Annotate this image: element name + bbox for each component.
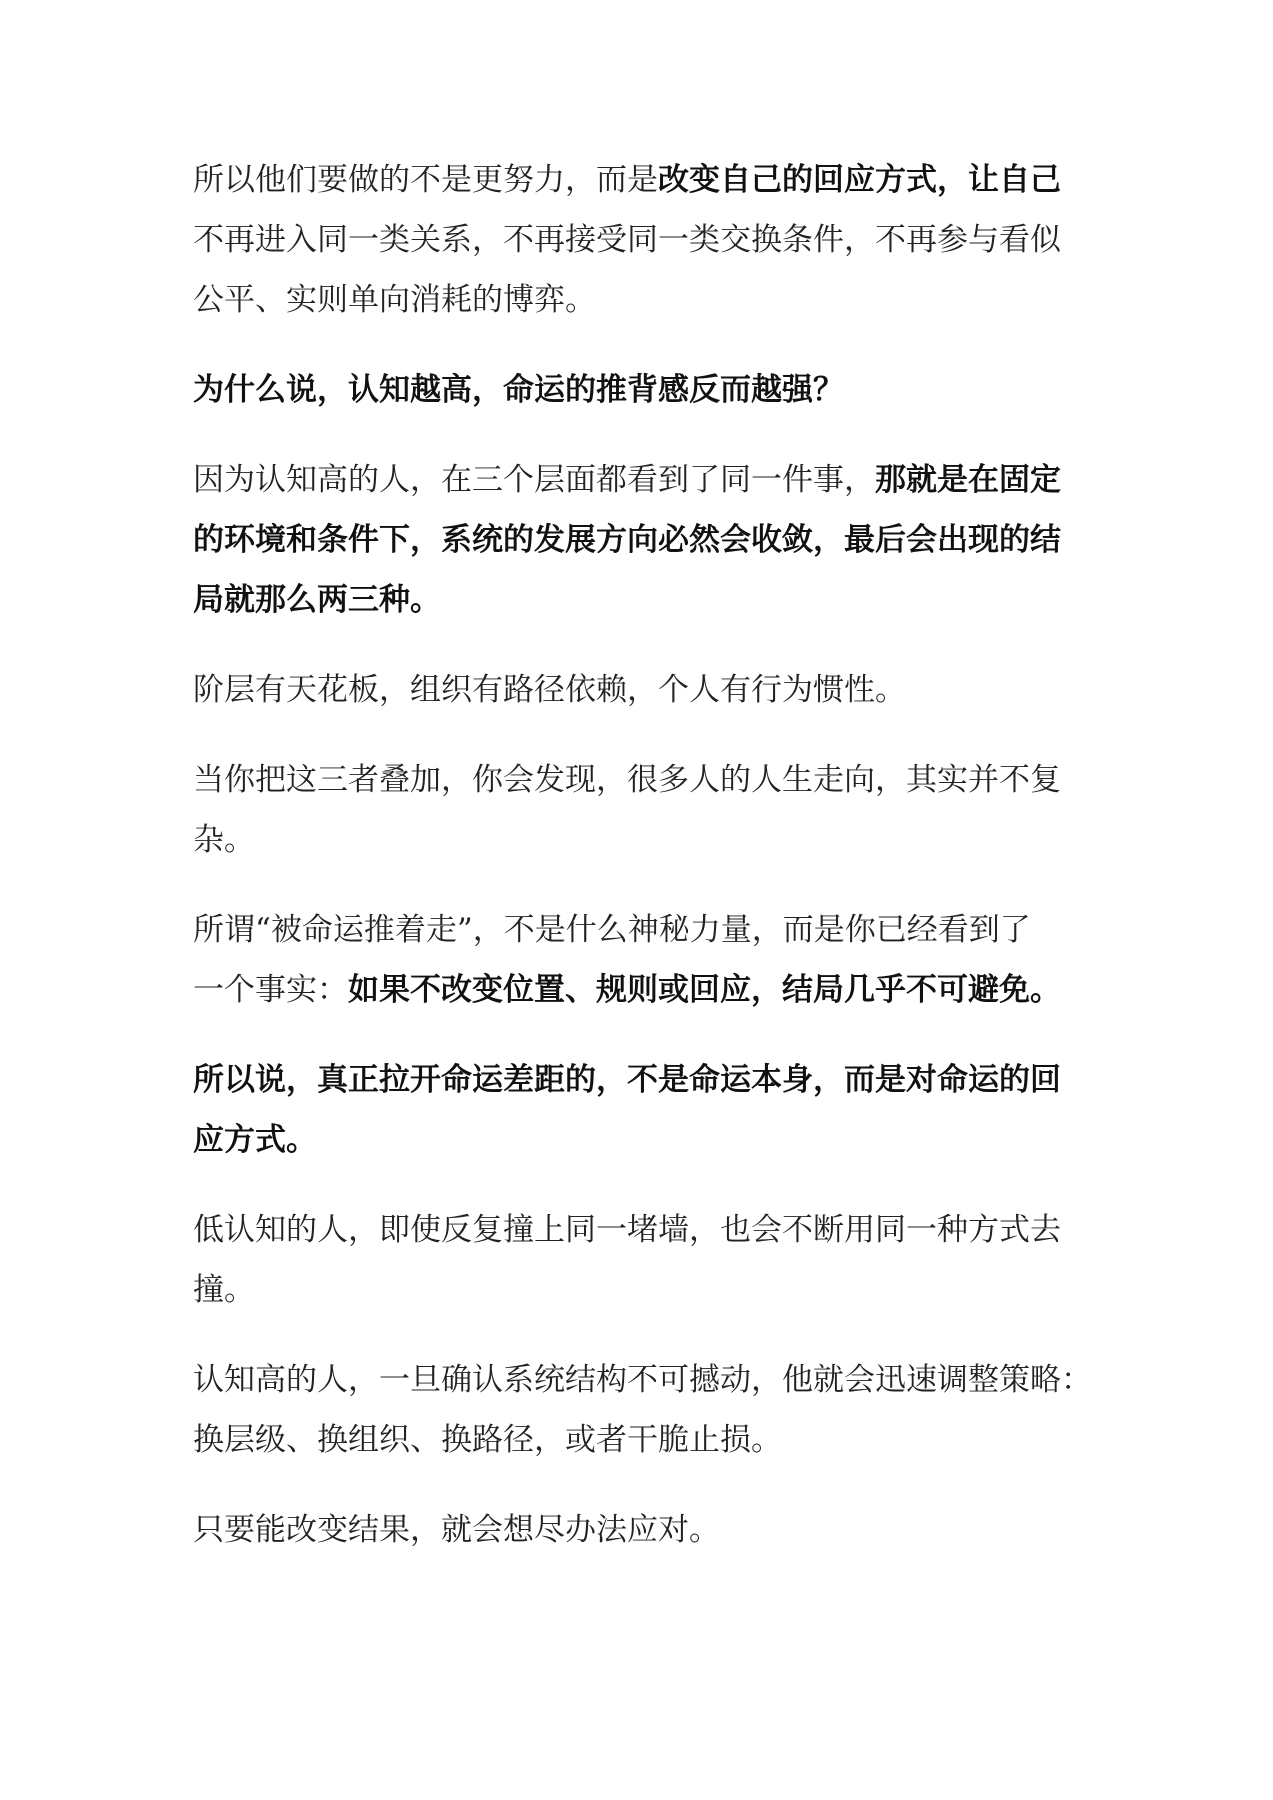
article-body [193,150,1093,1590]
paragraph-text: 不再进入同一类关系，不再接受同一类交换条件，不再参与看似 公平、实则单向消耗的博弈。 [193,222,1061,318]
paragraph-low-cognition: 低认知的人，即使反复撞上同一堵墙，也会不断用同一种方式去 撞。 [193,1212,1061,1308]
paragraph-three-levels [193,450,1093,630]
paragraph-response-method [193,150,1093,330]
paragraph-pushed-by-fate [193,900,1093,1020]
paragraph-high-cognition: 认知高的人，一旦确认系统结构不可撼动，他就会迅速调整策略： 换层级、换组织、换路径，或者干脆止损。 [193,1362,1092,1458]
paragraph-overlay: 当你把这三者叠加，你会发现，很多人的人生走向，其实并不复 杂。 [193,762,1061,858]
emphasis-text: 那就是在固定 的环境和条件下，系统的发展方向必然会收敛，最后会出现的结 局就那么两三种。 [193,462,1061,618]
paragraph-text: 所以他们要做的不是更努力，而是 [193,162,658,198]
paragraph-change-result: 只要能改变结果，就会想尽办法应对。 [193,1512,720,1548]
paragraph-text: 所谓“被命运推着走”，不是什么神秘力量，而是你已经看到了 一个事实： [193,912,1031,1008]
emphasis-text: 如果不改变位置、规则或回应，结局几乎不可避免。 [348,972,1061,1008]
section-heading-conclusion: 所以说，真正拉开命运差距的，不是命运本身，而是对命运的回 应方式。 [193,1062,1061,1158]
paragraph-ceiling: 阶层有天花板，组织有路径依赖，个人有行为惯性。 [193,672,906,708]
emphasis-text: 改变自己的回应方式，让自己 [658,162,1061,198]
paragraph-text: 因为认知高的人，在三个层面都看到了同一件事， [193,462,875,498]
section-heading-question: 为什么说，认知越高，命运的推背感反而越强？ [193,372,844,408]
